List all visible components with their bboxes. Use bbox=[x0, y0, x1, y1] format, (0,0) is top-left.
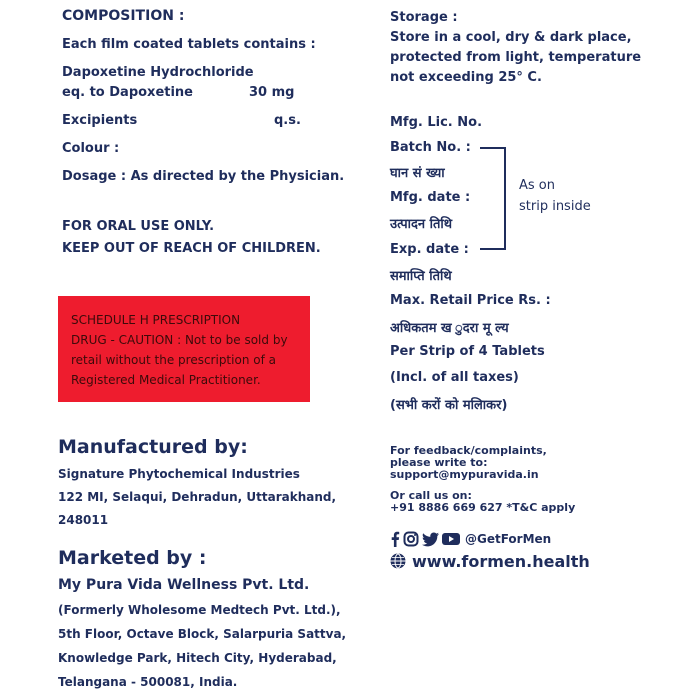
incl-taxes-hindi: (सभी करों को मलिाकर) bbox=[390, 398, 508, 413]
mfg-date-label: Mfg. date : bbox=[390, 190, 471, 205]
storage-line-1: Store in a cool, dry & dark place, bbox=[390, 30, 632, 45]
youtube-icon[interactable] bbox=[442, 532, 460, 546]
schedule-line-3: retail without the prescription of a bbox=[71, 353, 276, 367]
ingredient-name: Dapoxetine Hydrochloride bbox=[62, 65, 254, 80]
bracket-bottom bbox=[480, 248, 506, 250]
per-strip-label: Per Strip of 4 Tablets bbox=[390, 344, 545, 359]
manufacturer-address-1: 122 MI, Selaqui, Dehradun, Uttarakhand, bbox=[58, 490, 337, 504]
composition-heading: COMPOSITION : bbox=[62, 8, 185, 24]
schedule-line-1: SCHEDULE H PRESCRIPTION bbox=[71, 313, 241, 327]
call-us-label: Or call us on: bbox=[390, 489, 472, 502]
incl-taxes-label: (Incl. of all taxes) bbox=[390, 370, 519, 385]
storage-line-2: protected from light, temperature bbox=[390, 50, 642, 65]
manufacturer-address-2: 248011 bbox=[58, 513, 109, 527]
feedback-line-1: For feedback/complaints, bbox=[390, 444, 547, 457]
instagram-icon[interactable] bbox=[403, 531, 419, 547]
ingredient-equivalent: eq. to Dapoxetine bbox=[62, 85, 194, 100]
bracket-vertical bbox=[504, 147, 506, 250]
phone-number[interactable]: +91 8886 669 627 *T&C apply bbox=[390, 501, 576, 514]
as-on-label: As on bbox=[519, 178, 555, 193]
schedule-line-2: DRUG - CAUTION : Not to be sold by bbox=[71, 333, 288, 347]
globe-icon bbox=[390, 553, 406, 569]
ingredient-dose: 30 mg bbox=[249, 85, 295, 100]
feedback-line-2: please write to: bbox=[390, 456, 488, 469]
batch-no-label: Batch No. : bbox=[390, 140, 471, 155]
children-warning: KEEP OUT OF REACH OF CHILDREN. bbox=[62, 241, 321, 256]
excipients-qs: q.s. bbox=[274, 113, 301, 128]
dosage-text: Dosage : As directed by the Physician. bbox=[62, 169, 345, 184]
marketer-name: My Pura Vida Wellness Pvt. Ltd. bbox=[58, 577, 310, 593]
exp-date-hindi: समाप्ति तिथि bbox=[390, 269, 452, 284]
bracket-top bbox=[480, 147, 506, 149]
marketer-heading: Marketed by : bbox=[58, 547, 207, 569]
website-row bbox=[390, 551, 590, 571]
website-link[interactable]: www.formen.health bbox=[412, 551, 590, 571]
support-email[interactable]: support@mypuravida.in bbox=[390, 468, 539, 481]
marketer-address-2: Knowledge Park, Hitech City, Hyderabad, bbox=[58, 651, 337, 665]
mrp-label: Max. Retail Price Rs. : bbox=[390, 293, 551, 308]
social-handle[interactable]: @GetForMen bbox=[465, 532, 552, 546]
oral-use-warning: FOR ORAL USE ONLY. bbox=[62, 219, 215, 234]
mfg-lic-label: Mfg. Lic. No. bbox=[390, 115, 483, 130]
schedule-h-warning-box bbox=[58, 296, 310, 402]
colour-label: Colour : bbox=[62, 141, 120, 156]
tablet-contents-label: Each film coated tablets contains : bbox=[62, 37, 316, 52]
exp-date-label: Exp. date : bbox=[390, 242, 469, 257]
excipients-label: Excipients bbox=[62, 113, 138, 128]
marketer-address-1: 5th Floor, Octave Block, Salarpuria Sattva, bbox=[58, 627, 347, 641]
manufacturer-name: Signature Phytochemical Industries bbox=[58, 467, 300, 481]
mrp-hindi: अधिकतम ख ुदरा मू ल्य bbox=[390, 321, 509, 336]
facebook-icon[interactable] bbox=[390, 531, 400, 547]
marketer-former-name: (Formerly Wholesome Medtech Pvt. Ltd.), bbox=[58, 603, 341, 617]
batch-no-hindi: घान सं ख्या bbox=[390, 166, 445, 181]
strip-inside-label: strip inside bbox=[519, 199, 591, 214]
storage-label: Storage : bbox=[390, 10, 458, 25]
marketer-address-3: Telangana - 500081, India. bbox=[58, 675, 238, 689]
twitter-icon[interactable] bbox=[422, 532, 439, 547]
storage-line-3: not exceeding 25° C. bbox=[390, 70, 542, 85]
mfg-date-hindi: उत्पादन तिथि bbox=[390, 217, 453, 232]
social-row bbox=[390, 530, 551, 548]
manufacturer-heading: Manufactured by: bbox=[58, 436, 248, 458]
schedule-line-4: Registered Medical Practitioner. bbox=[71, 373, 261, 387]
